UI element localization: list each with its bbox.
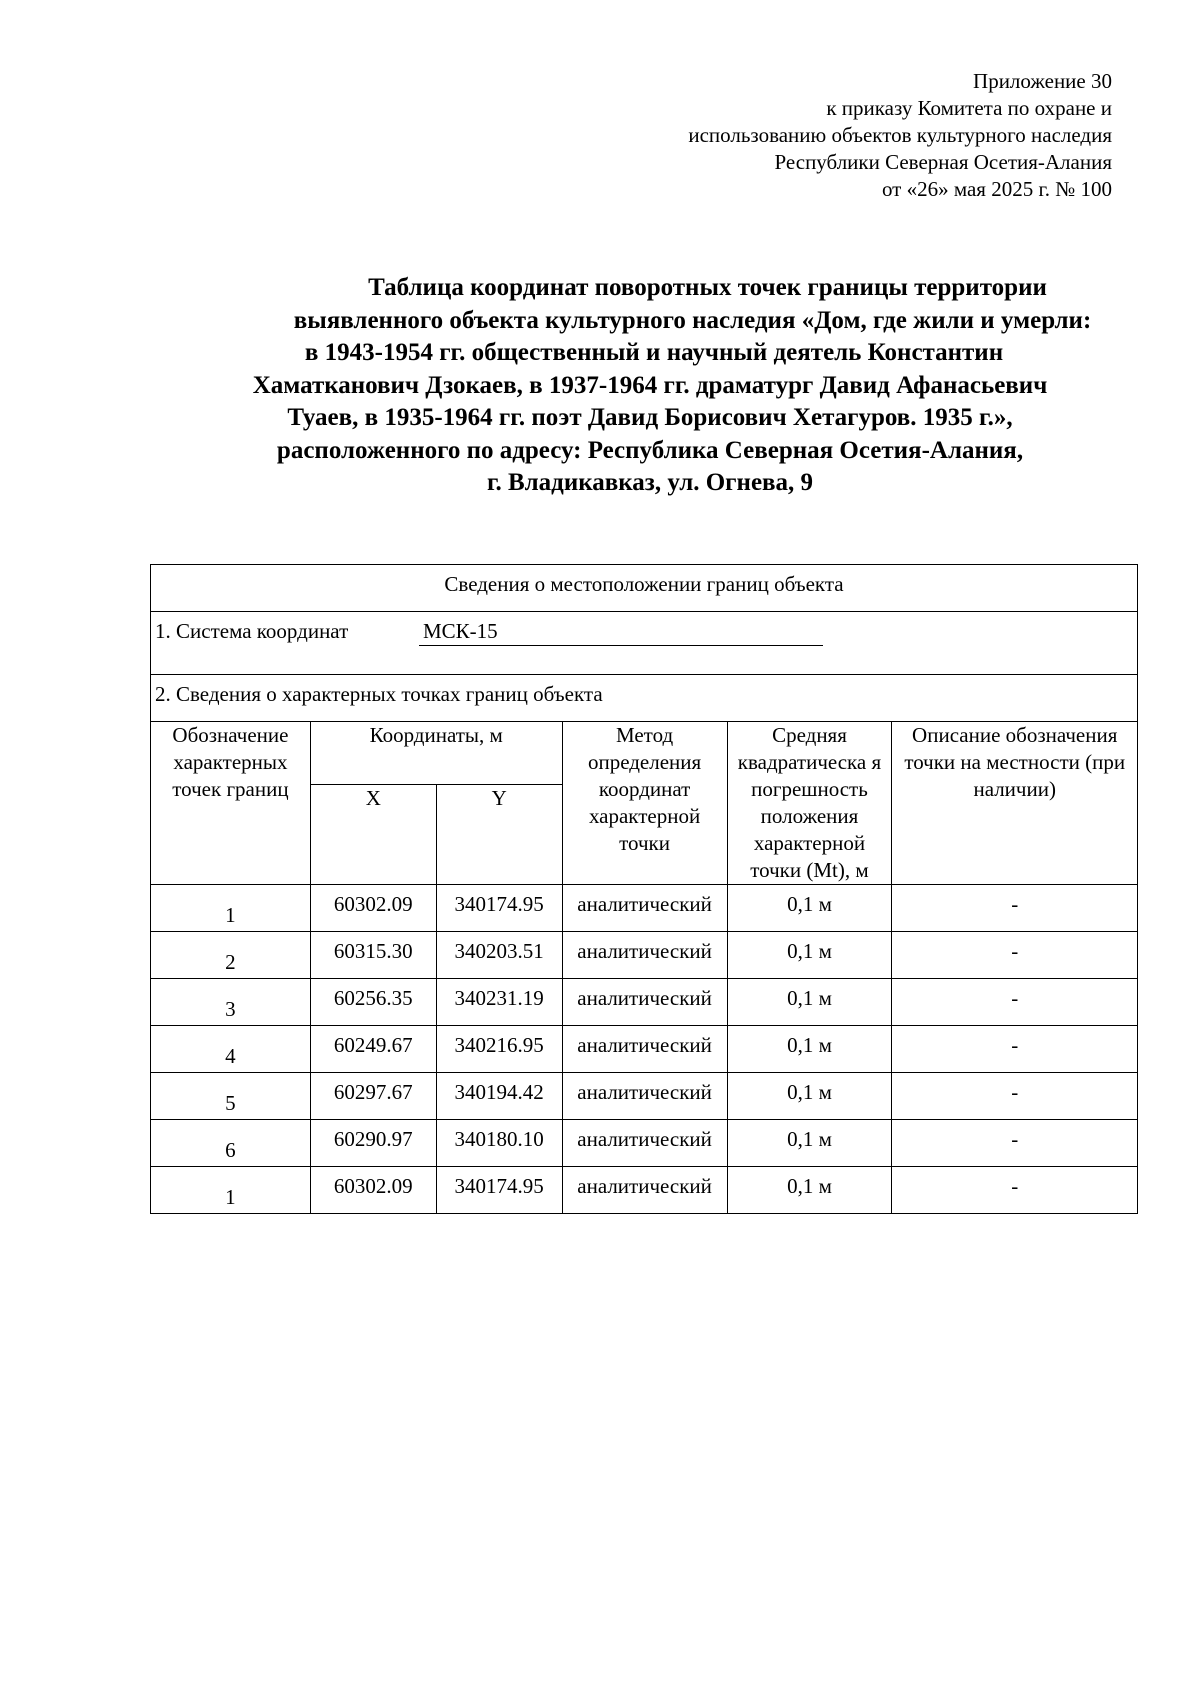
coord-system-label: 1. Система координат xyxy=(155,619,349,643)
coord-system-row xyxy=(151,612,1138,675)
point-number: 1 xyxy=(151,885,311,932)
col-header-method: Метод определения координат характерной точки xyxy=(562,722,727,885)
point-error: 0,1 м xyxy=(727,1026,892,1073)
appendix-line-4: Республики Северная Осетия-Алания xyxy=(774,150,1112,174)
section-title: Сведения о местоположении границ объекта xyxy=(151,565,1138,612)
appendix-header xyxy=(688,68,1112,203)
col-header-coords: Координаты, м xyxy=(310,722,562,785)
col-header-description: Описание обозначения точки на местности (при наличии) xyxy=(892,722,1138,885)
point-description: - xyxy=(892,1120,1138,1167)
col-header-error: Средняя квадратическа я погрешность положения характерной точки (Mt), м xyxy=(727,722,892,885)
title-line-1: Таблица координат поворотных точек границы территории xyxy=(368,274,1047,301)
point-error: 0,1 м xyxy=(727,1120,892,1167)
point-method: аналитический xyxy=(562,979,727,1026)
point-method: аналитический xyxy=(562,1026,727,1073)
point-description: - xyxy=(892,979,1138,1026)
point-y: 340231.19 xyxy=(436,979,562,1026)
point-number: 3 xyxy=(151,979,311,1026)
title-line-2: выявленного объекта культурного наследия «Дом, где жили и умерли: xyxy=(293,306,1092,334)
point-y: 340174.95 xyxy=(436,885,562,932)
point-description: - xyxy=(892,885,1138,932)
point-error: 0,1 м xyxy=(727,979,892,1026)
table-row xyxy=(151,932,1138,979)
point-number: 6 xyxy=(151,1120,311,1167)
appendix-line-2: к приказу Комитета по охране и xyxy=(826,96,1112,120)
point-number: 2 xyxy=(151,932,311,979)
point-y: 340203.51 xyxy=(436,932,562,979)
point-number: 5 xyxy=(151,1073,311,1120)
point-description: - xyxy=(892,1026,1138,1073)
point-x: 60290.97 xyxy=(310,1120,436,1167)
point-method: аналитический xyxy=(562,1073,727,1120)
col-header-designation: Обозначение характерных точек границ xyxy=(151,722,311,885)
table-row xyxy=(151,1026,1138,1073)
appendix-date: от «26» мая 2025 г. № 100 xyxy=(881,177,1112,201)
point-description: - xyxy=(892,1167,1138,1214)
point-method: аналитический xyxy=(562,885,727,932)
point-y: 340174.95 xyxy=(436,1167,562,1214)
table-row xyxy=(151,1120,1138,1167)
table-row xyxy=(151,1073,1138,1120)
point-description: - xyxy=(892,1073,1138,1120)
point-error: 0,1 м xyxy=(727,1167,892,1214)
point-method: аналитический xyxy=(562,1120,727,1167)
point-x: 60249.67 xyxy=(310,1026,436,1073)
point-y: 340180.10 xyxy=(436,1120,562,1167)
coordinates-table xyxy=(150,564,1138,1214)
table-row xyxy=(151,885,1138,932)
title-line-3: в 1943-1954 гг. общественный и научный деятель Константин xyxy=(304,339,1004,366)
col-header-y: Y xyxy=(436,785,562,885)
point-error: 0,1 м xyxy=(727,932,892,979)
title-line-4: Хаматканович Дзокаев, в 1937-1964 гг. драматург Давид Афанасьевич xyxy=(252,371,1048,399)
point-x: 60302.09 xyxy=(310,885,436,932)
point-method: аналитический xyxy=(562,1167,727,1214)
table-row xyxy=(151,1167,1138,1214)
point-description: - xyxy=(892,932,1138,979)
point-method: аналитический xyxy=(562,932,727,979)
point-x: 60297.67 xyxy=(310,1073,436,1120)
col-header-x: X xyxy=(310,785,436,885)
title-line-5: Туаев, в 1935-1964 гг. поэт Давид Борисович Хетагуров. 1935 г.», xyxy=(287,404,1013,431)
point-number: 4 xyxy=(151,1026,311,1073)
point-x: 60315.30 xyxy=(310,932,436,979)
title-line-7: г. Владикавказ, ул. Огнева, 9 xyxy=(486,469,814,496)
appendix-number: Приложение 30 xyxy=(973,69,1112,93)
appendix-line-3: использованию объектов культурного наследия xyxy=(688,123,1112,147)
document-title xyxy=(150,272,1150,500)
point-y: 340216.95 xyxy=(436,1026,562,1073)
point-x: 60256.35 xyxy=(310,979,436,1026)
point-x: 60302.09 xyxy=(310,1167,436,1214)
points-title: 2. Сведения о характерных точках границ объекта xyxy=(151,675,1138,722)
table-row xyxy=(151,979,1138,1026)
point-number: 1 xyxy=(151,1167,311,1214)
point-error: 0,1 м xyxy=(727,885,892,932)
title-line-6: расположенного по адресу: Республика Северная Осетия-Алания, xyxy=(276,436,1024,464)
point-y: 340194.42 xyxy=(436,1073,562,1120)
point-error: 0,1 м xyxy=(727,1073,892,1120)
coord-system-value: МСК-15 xyxy=(419,612,823,646)
